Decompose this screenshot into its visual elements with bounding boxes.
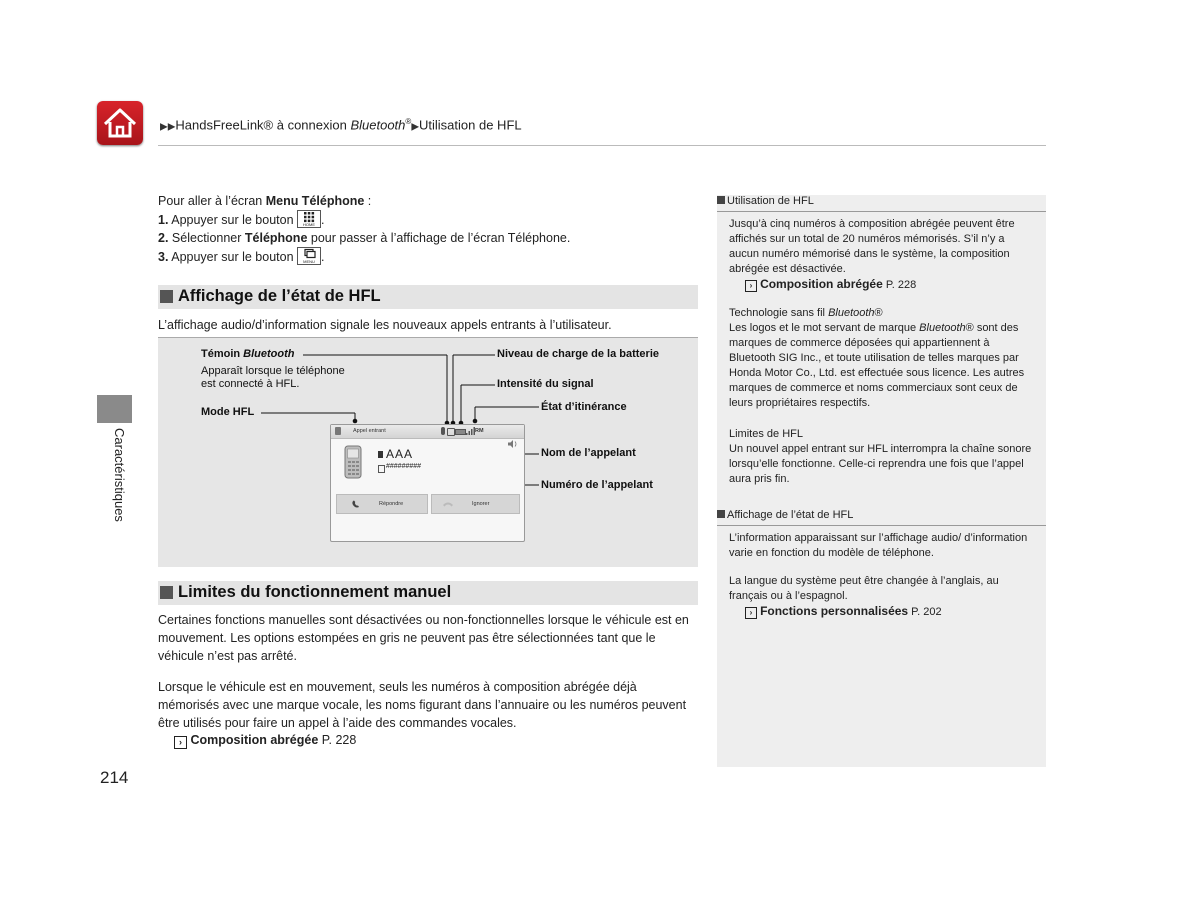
step-number: 1.: [158, 213, 169, 227]
breadcrumb-item-current[interactable]: Utilisation de HFL: [419, 117, 522, 133]
home-icon[interactable]: [97, 101, 143, 145]
reference-arrow-icon: ›: [174, 736, 187, 749]
breadcrumb-item-hfl[interactable]: HandsFreeLink® à connexion: [175, 117, 351, 133]
battery-level-label: Niveau de charge de la batterie: [497, 348, 660, 360]
menu-key-label: MENU: [303, 259, 315, 264]
note-marker-icon: [717, 510, 725, 518]
cross-reference-link[interactable]: [174, 731, 356, 749]
sidebar-heading: Utilisation de HFL: [717, 195, 1046, 212]
sidebar-subtitle: Limites de HFL: [729, 428, 803, 440]
sidebar-heading: Affichage de l’état de HFL: [717, 509, 1046, 526]
sidebar-paragraph: Jusqu’à cinq numéros à composition abrégée peuvent être affichés sur un total de 20 numéros mémorisés. S’il n’y a aucun numéro mémorisé dans le système, la composition abrégée est désactivée.: [729, 218, 1015, 275]
caller-number-label: Numéro de l’appelant: [541, 479, 653, 491]
screen-status-bar: [331, 425, 524, 439]
section-heading-manual-limits: [158, 581, 698, 605]
sidebar-subtitle: Technologie sans fil Bluetooth®: [729, 307, 883, 319]
step-text: Appuyer sur le bouton: [171, 250, 294, 264]
intro-text-end: :: [364, 194, 372, 208]
phone-option-label: Téléphone: [244, 231, 308, 245]
intro-text: Pour aller à l’écran: [158, 194, 266, 208]
sidebar-paragraph: L’information apparaissant sur l’affichage audio/ d’information varie en fonction du modèle de téléphone.: [729, 532, 1028, 559]
header-divider: [158, 145, 1046, 146]
section-square-icon: [160, 290, 173, 303]
step-number: 2.: [158, 231, 169, 245]
breadcrumb: [160, 117, 522, 132]
home-key-label: HOME: [303, 222, 316, 227]
reference-label: Composition abrégée: [190, 733, 319, 747]
side-tab-label: Caractéristiques: [112, 428, 127, 522]
sidebar-paragraph: La langue du système peut être changée à l’anglais, au français ou à l’espagnol.: [729, 575, 999, 602]
menu-phone-label: Menu Téléphone: [265, 194, 365, 208]
reference-page: P. 228: [321, 733, 357, 747]
registered-mark: ®: [405, 117, 412, 126]
intro-steps: [158, 192, 698, 266]
section-title: Affichage de l’état de HFL: [178, 287, 381, 305]
step-3: 3. Appuyer sur le bouton MENU .: [158, 247, 698, 266]
section-heading-hfl-status: [158, 285, 698, 309]
chevron-right-icon: ▶▶: [160, 121, 176, 133]
step-2: [158, 229, 698, 247]
signal-icon: [466, 427, 475, 435]
answer-button[interactable]: [336, 494, 428, 514]
chevron-right-icon: ▶: [411, 121, 420, 133]
roaming-status-label: État d’itinérance: [541, 401, 627, 413]
home-button-icon: [297, 210, 321, 228]
answer-button-label: Répondre: [379, 501, 404, 507]
bluetooth-indicator-desc: est connecté à HFL.: [201, 378, 300, 390]
ignore-button[interactable]: [431, 494, 520, 514]
bluetooth-icon: [441, 427, 445, 435]
step-text-end: pour passer à l’affichage de l’écran Téléphone.: [307, 231, 571, 245]
phone-status-icon: [447, 428, 455, 436]
bluetooth-indicator-label: Témoin Bluetooth: [201, 348, 295, 360]
section-body: L’affichage audio/d’information signale les nouveaux appels entrants à l’utilisateur.: [158, 318, 612, 332]
section-title: Limites du fonctionnement manuel: [178, 583, 452, 601]
hang-up-icon: [442, 500, 454, 508]
ignore-button-label: Ignorer: [472, 501, 490, 507]
signal-strength-label: Intensité du signal: [497, 378, 594, 390]
step-text: Sélectionner: [171, 231, 245, 245]
section-square-icon: [160, 586, 173, 599]
contact-icon: [378, 451, 383, 458]
hfl-mode-label: Mode HFL: [201, 406, 255, 418]
roaming-indicator: RM: [475, 428, 484, 434]
hfl-status-diagram: [158, 337, 698, 567]
bluetooth-indicator-desc: Apparaît lorsque le téléphone: [201, 365, 345, 377]
section-paragraph: Lorsque le véhicule est en mouvement, seuls les numéros à composition abrégée déjà mémorisés avec une marque vocale, les noms figurant dans l’annuaire ou les numéros peuvent être utilisés pour faire un appel à l’aide des commandes vocales.: [158, 680, 687, 730]
battery-icon: [455, 429, 466, 435]
caller-name-label: Nom de l’appelant: [541, 447, 636, 459]
sidebar-cross-reference[interactable]: › Composition abrégée P. 228: [745, 277, 1051, 293]
step-text: Appuyer sur le bouton: [171, 213, 294, 227]
answer-phone-icon: [351, 499, 361, 509]
breadcrumb-item-bluetooth[interactable]: Bluetooth: [350, 117, 406, 133]
sidebar-paragraph: Un nouvel appel entrant sur HFL interrompra la chaîne sonore lorsqu’elle fonctionne. Celle-ci reprendra une fois que l’appel aura pris fin.: [729, 443, 1032, 485]
volume-icon: [508, 440, 518, 448]
screen-title: Appel entrant: [353, 428, 386, 434]
mobile-phone-icon: [344, 445, 362, 479]
reference-arrow-icon: ›: [745, 607, 757, 619]
section-paragraph: Certaines fonctions manuelles sont désactivées ou non-fonctionnelles lorsque le véhicule est en mouvement. Les options estompées en gris ne peuvent pas être sélectionnées tant que le véhicule n’est pas arrêté.: [158, 613, 689, 663]
side-tab-marker: [97, 395, 132, 423]
number-icon: [378, 465, 385, 473]
sidebar-paragraph: Les logos et le mot servant de marque Bluetooth® sont des marques de commerce déposées qui appartiennent à Bluetooth SIG Inc., et toute utilisation de telles marques par Honda Motor Co., Ltd. est effectuée sous licence. Les autres marques de commerce et noms commerciaux sont ceux de leurs propriétaires respectifs.: [729, 322, 1025, 409]
page-number: 214: [100, 768, 129, 787]
step-1: 1. Appuyer sur le bouton HOME .: [158, 210, 698, 229]
caller-name: AAA: [386, 447, 414, 461]
menu-button-icon: [297, 247, 321, 265]
reference-arrow-icon: ›: [745, 280, 757, 292]
sidebar-notes: [717, 195, 1046, 767]
incoming-call-screen: [330, 424, 525, 542]
sidebar-cross-reference[interactable]: › Fonctions personnalisées P. 202: [745, 604, 1051, 620]
step-number: 3.: [158, 250, 169, 264]
caller-number: #########: [386, 463, 422, 470]
note-marker-icon: [717, 196, 725, 204]
hfl-mode-icon: [335, 427, 341, 435]
